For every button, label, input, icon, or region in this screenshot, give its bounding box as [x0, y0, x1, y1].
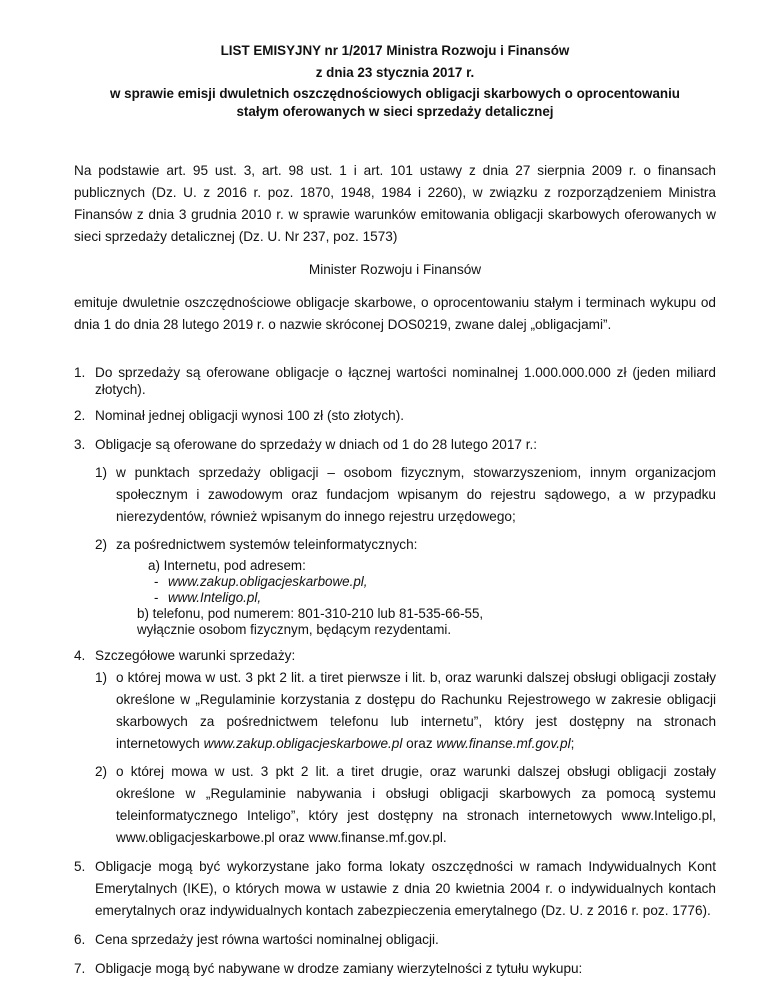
sub-list [95, 462, 716, 638]
item-text: Cena sprzedaży jest równa wartości nominalnej obligacji. [95, 932, 439, 947]
issue-statement-paragraph: emituje dwuletnie oszczędnościowe obligacje skarbowe, o oprocentowaniu stałym i terminach wykupu od dnia 1 do dnia 28 lutego 2019 r. o nazwie skróconej DOS0219, zwane dalej „obligacjami”. [74, 295, 716, 332]
conjunction: oraz [402, 736, 437, 751]
document-header [74, 40, 716, 120]
provision-item-3 [74, 434, 716, 638]
document-title: LIST EMISYJNY nr 1/2017 Ministra Rozwoju i Finansów [220, 43, 570, 58]
phone-label: b) telefonu, pod numerem: 801-310-210 lub 81-535-66-55, [137, 606, 484, 621]
sub-item-text: w punktach sprzedaży obligacji – osobom fizycznym, stowarzyszeniom, innym organizacjom społecznym i zawodowym oraz fundacjom wpisanym do rejestru sądowego, a w przypadku nierezydentów, również wpisanym do innego rejestru urzędowego; [116, 465, 716, 524]
item-number: 4. [74, 648, 86, 663]
item-number: 6. [74, 932, 86, 947]
sub-item-1 [95, 667, 716, 755]
item-text: Do sprzedaży są oferowane obligacje o łącznej wartości nominalnej 1.000.000.000 zł (jeden miliard złotych). [95, 365, 716, 397]
link-inteligo[interactable]: www.Inteligo.pl, [168, 590, 262, 605]
sub-item-text: o której mowa w ust. 3 pkt 2 lit. a tiret drugie, oraz warunki dalszej obsługi obligacji zostały określone w „Regulaminie nabywania i obsługi obligacji skarbowych za pomocą systemu teleinformatycznego Inteligo”, który jest dostępny na stronach internetowych www.Inteligo.pl, www.obligacjeskarbowe.pl oraz www.finanse.mf.gov.pl. [116, 764, 716, 845]
sub-list [95, 667, 716, 849]
provision-item-7 [74, 958, 716, 980]
item-text: Obligacje mogą być wykorzystane jako forma lokaty oszczędności w ramach Indywidualnych Kont Emerytalnych (IKE), o których mowa w ustawie z dnia 20 kwietnia 2004 r. o indywidualnych kontach emerytalnych oraz indywidualnych kontach zabezpieczenia emerytalnego (Dz. U. z 2016 r. poz. 1776). [95, 859, 716, 918]
sub-item-text: za pośrednictwem systemów teleinformatycznych: [116, 537, 418, 552]
document-date: z dnia 23 stycznia 2017 r. [315, 65, 475, 80]
item-number: 3. [74, 437, 86, 452]
link-zakup-obligacjeskarbowe[interactable]: www.zakup.obligacjeskarbowe.pl, [168, 574, 368, 589]
sub-item-1 [95, 462, 716, 528]
item-number: 5. [74, 859, 86, 874]
provision-item-1 [74, 364, 716, 398]
item-text: Nominał jednej obligacji wynosi 100 zł (sto złotych). [95, 408, 405, 423]
document-subject-line-1: w sprawie emisji dwuletnich oszczędnościowych obligacji skarbowych o oprocentowaniu [110, 86, 680, 101]
provision-item-2 [74, 405, 716, 427]
provision-item-6 [74, 929, 716, 951]
item-text: Obligacje mogą być nabywane w drodze zamiany wierzytelności z tytułu wykupu: [95, 961, 583, 976]
internet-label: a) Internetu, pod adresem: [148, 558, 306, 573]
url-row-1 [137, 574, 716, 590]
sub-item-2 [95, 761, 716, 849]
issuer-name: Minister Rozwoju i Finansów [308, 262, 482, 277]
sub-item-number: 1) [95, 465, 108, 480]
sub-item-text: o której mowa w ust. 3 pkt 2 lit. a tiret pierwsze i lit. b, oraz warunki dalszej obsługi obligacji zostały określone w „Regulaminie korzystania z dostępu do Rachunku Rejestrowego w zakresie obligacji skarbowych za pośrednictwem telefonu lub internetu”, który jest dostępny na stronach internetowych [116, 670, 716, 751]
dash-marker: - [154, 590, 159, 605]
provision-item-5 [74, 856, 716, 922]
sub-item-2 [95, 534, 716, 638]
item-number: 7. [74, 961, 86, 976]
item-number: 1. [74, 365, 86, 380]
item-text: Szczegółowe warunki sprzedaży: [95, 648, 296, 663]
document-subject-line-2: stałym oferowanych w sieci sprzedaży detalicznej [236, 104, 554, 119]
link-finanse-mf[interactable]: www.finanse.mf.gov.pl [436, 736, 571, 751]
item-number: 2. [74, 408, 86, 423]
link-zakup-obligacjeskarbowe[interactable]: www.zakup.obligacjeskarbowe.pl [203, 736, 403, 751]
provisions-list [74, 364, 716, 980]
url-row-2 [137, 590, 716, 606]
semicolon: ; [570, 736, 575, 751]
channel-details [116, 558, 716, 638]
item-text: Obligacje są oferowane do sprzedaży w dniach od 1 do 28 lutego 2017 r.: [95, 437, 538, 452]
legal-basis-paragraph: Na podstawie art. 95 ust. 3, art. 98 ust. 1 i art. 101 ustawy z dnia 27 sierpnia 2009 r. o finansach publicznych (Dz. U. z 2016 r. poz. 1870, 1948, 1984 i 2260), w związku z rozporządzeniem Ministra Finansów z dnia 3 grudnia 2010 r. w sprawie warunków emitowania obligacji skarbowych oferowanych w sieci sprzedaży detalicznej (Dz. U. Nr 237, poz. 1573) [74, 163, 716, 244]
sub-item-number: 2) [95, 537, 108, 552]
provision-item-4 [74, 645, 716, 849]
eligibility-note: wyłącznie osobom fizycznym, będącym rezydentami. [137, 622, 452, 637]
dash-marker: - [154, 574, 159, 589]
sub-item-number: 1) [95, 670, 108, 685]
sub-item-number: 2) [95, 764, 108, 779]
